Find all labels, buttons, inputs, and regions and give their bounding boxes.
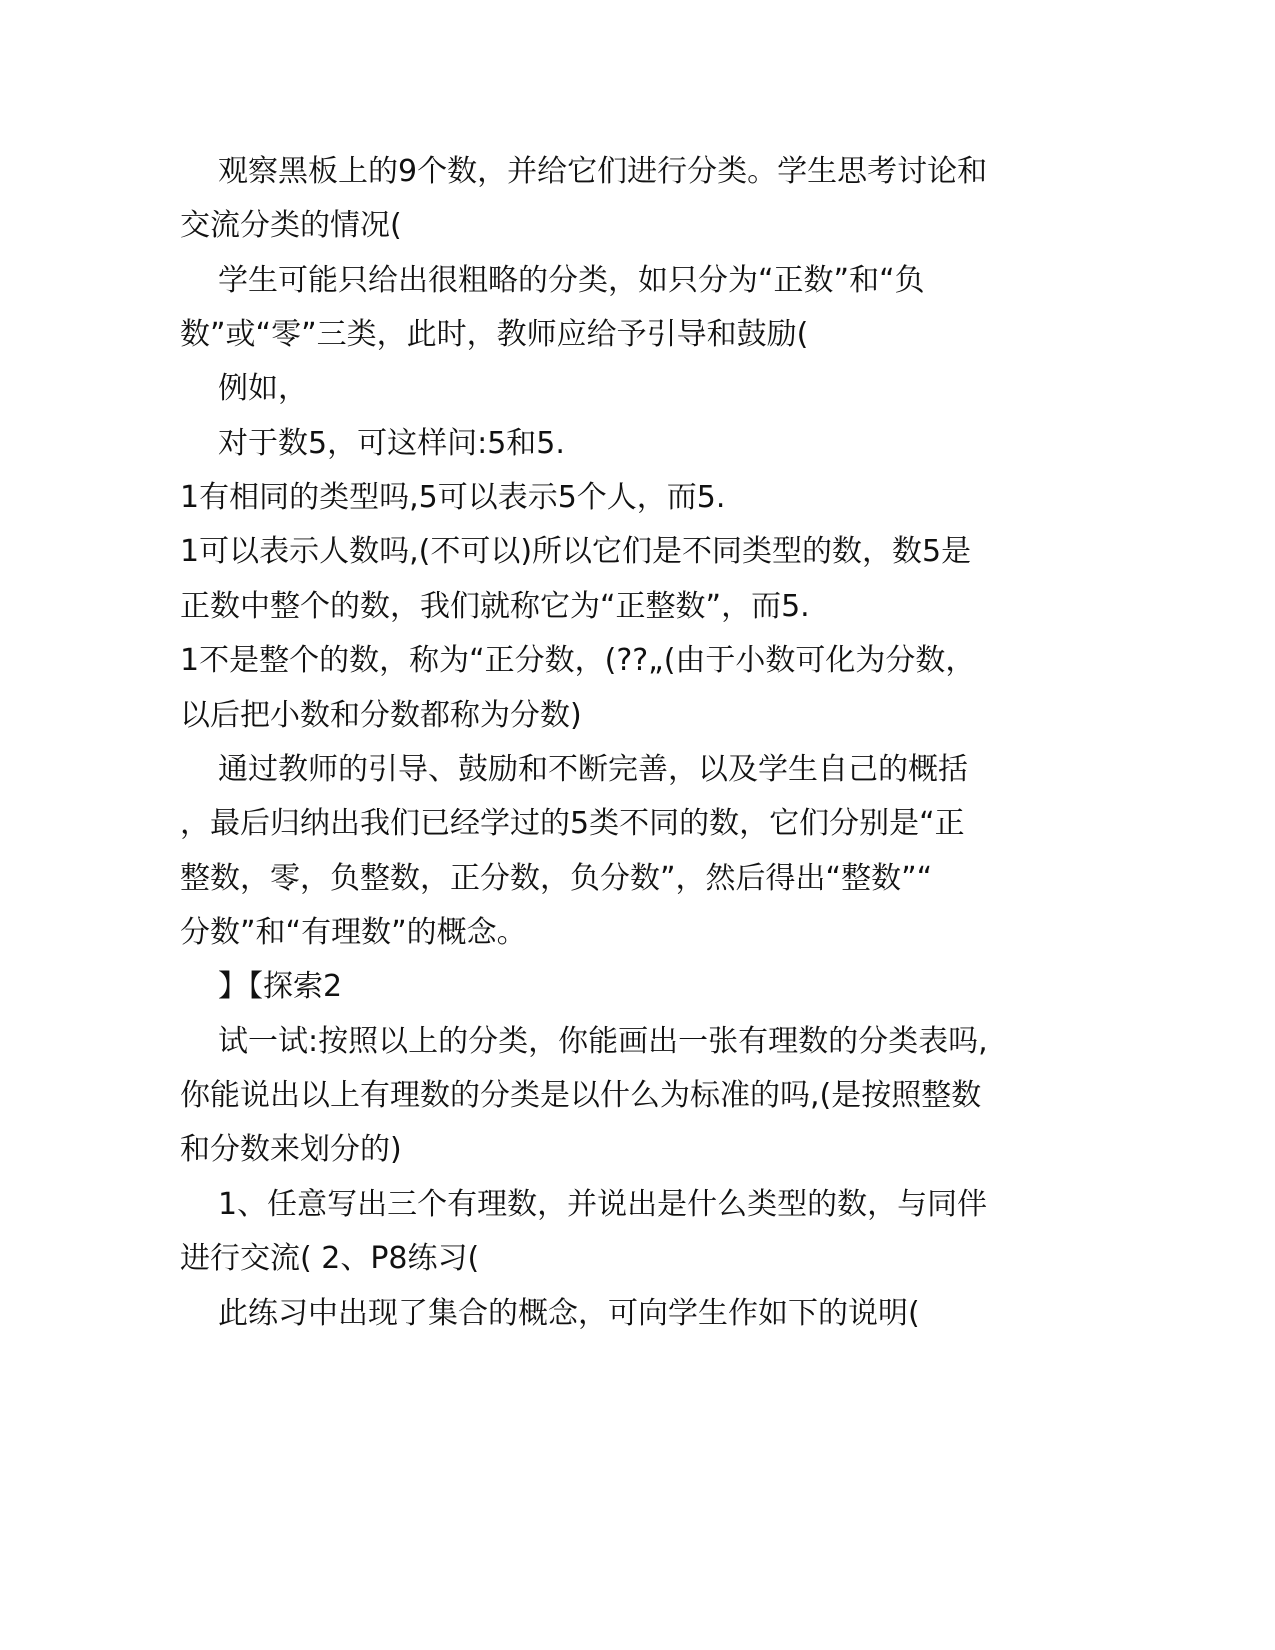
text-line: 交流分类的情况( (180, 208, 402, 243)
text-line: 分数”和“有理数”的概念。 (180, 915, 527, 950)
text-line: 学生可能只给出很粗略的分类，如只分为“正数”和“负 (218, 263, 925, 298)
text-line: ，最后归纳出我们已经学过的5类不同的数，它们分别是“正 (180, 806, 965, 841)
text-line: 进行交流( 2、P8练习( (180, 1241, 480, 1276)
text-line: 1可以表示人数吗,(不可以)所以它们是不同类型的数，数5是 (180, 534, 972, 569)
text-line: 例如， (218, 371, 308, 406)
section-heading: 】【探索2 (218, 969, 343, 1004)
text-line: 观察黑板上的9个数，并给它们进行分类。学生思考讨论和 (218, 154, 988, 189)
text-line: 正数中整个的数，我们就称它为“正整数”，而5. (180, 589, 810, 624)
text-line: 整数，零，负整数，正分数，负分数”，然后得出“整数”“ (180, 861, 933, 896)
text-line: 对于数5，可这样问:5和5. (218, 426, 565, 461)
text-line: 你能说出以上有理数的分类是以什么为标准的吗,(是按照整数 (180, 1078, 982, 1113)
text-line: 数”或“零”三类，此时，教师应给予引导和鼓励( (180, 317, 809, 352)
text-line: 通过教师的引导、鼓励和不断完善，以及学生自己的概括 (218, 752, 968, 787)
text-line: 1有相同的类型吗,5可以表示5个人，而5. (180, 480, 726, 515)
text-line: 1不是整个的数，称为“正分数，(??„(由于小数可化为分数， (180, 643, 976, 678)
text-line: 和分数来划分的) (180, 1132, 402, 1167)
text-line: 此练习中出现了集合的概念，可向学生作如下的说明( (218, 1296, 920, 1331)
text-line: 试一试:按照以上的分类，你能画出一张有理数的分类表吗, (218, 1024, 988, 1059)
text-line: 1、任意写出三个有理数，并说出是什么类型的数，与同伴 (218, 1187, 988, 1222)
text-line: 以后把小数和分数都称为分数) (180, 698, 582, 733)
